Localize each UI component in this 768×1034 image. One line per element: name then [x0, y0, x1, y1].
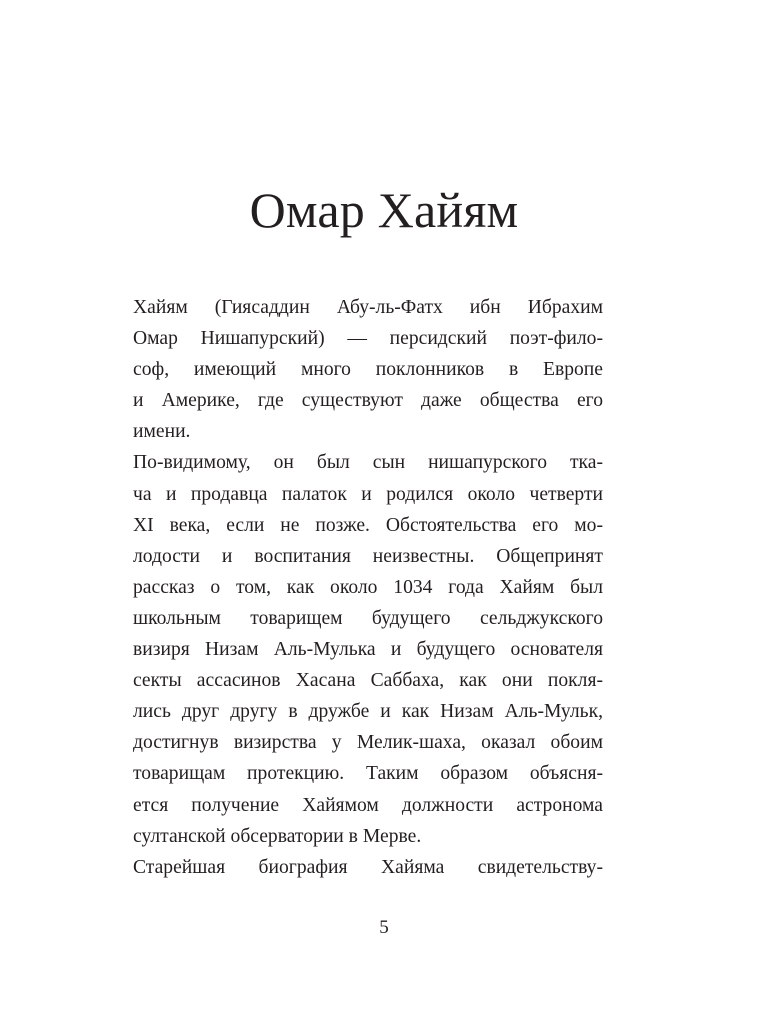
text-line: султанской обсерватории в Мерве. — [133, 825, 422, 847]
text-line: Хайям (Гиясаддин Абу-ль-Фатх ибн Ибрахим — [133, 297, 603, 318]
text-line: товарищам протекцию. Таким образом объясня- — [133, 763, 603, 785]
text-line: По-видимому, он был сын нишапурского тка- — [133, 452, 603, 474]
text-line: визиря Низам Аль-Мулька и будущего основателя — [133, 639, 603, 661]
text-line: Омар Нишапурский) — персидский поэт-фило- — [133, 328, 603, 350]
text-line: достигнув визирства у Мелик-шаха, оказал обоим — [133, 732, 603, 754]
text-line: имени. — [133, 421, 191, 443]
text-line: школьным товарищем будущего сельджукского — [133, 607, 603, 629]
page-number: 5 — [379, 917, 389, 938]
text-line: рассказ о том, как около 1034 года Хайям был — [133, 576, 603, 598]
paragraph-3 — [133, 852, 603, 883]
paragraph-2 — [133, 447, 603, 851]
text-line: XI века, если не позже. Обстоятельства его мо- — [133, 514, 603, 536]
text-line: соф, имеющий много поклонников в Европе — [133, 359, 603, 381]
text-line: лодости и воспитания неизвестны. Общепринят — [133, 545, 603, 567]
text-line: Старейшая биография Хайяма свидетельству- — [133, 856, 603, 878]
body-text — [133, 292, 603, 883]
text-line: ется получение Хайямом должности астронома — [133, 794, 603, 816]
text-line: ча и продавца палаток и родился около четверти — [133, 483, 603, 505]
paragraph-1 — [133, 292, 603, 447]
text-line: и Америке, где существуют даже общества его — [133, 390, 603, 412]
text-line: секты ассасинов Хасана Саббаха, как они покля- — [133, 670, 603, 692]
chapter-title: Омар Хайям — [249, 182, 519, 238]
text-line: лись друг другу в дружбе и как Низам Аль-Мульк, — [133, 701, 603, 723]
